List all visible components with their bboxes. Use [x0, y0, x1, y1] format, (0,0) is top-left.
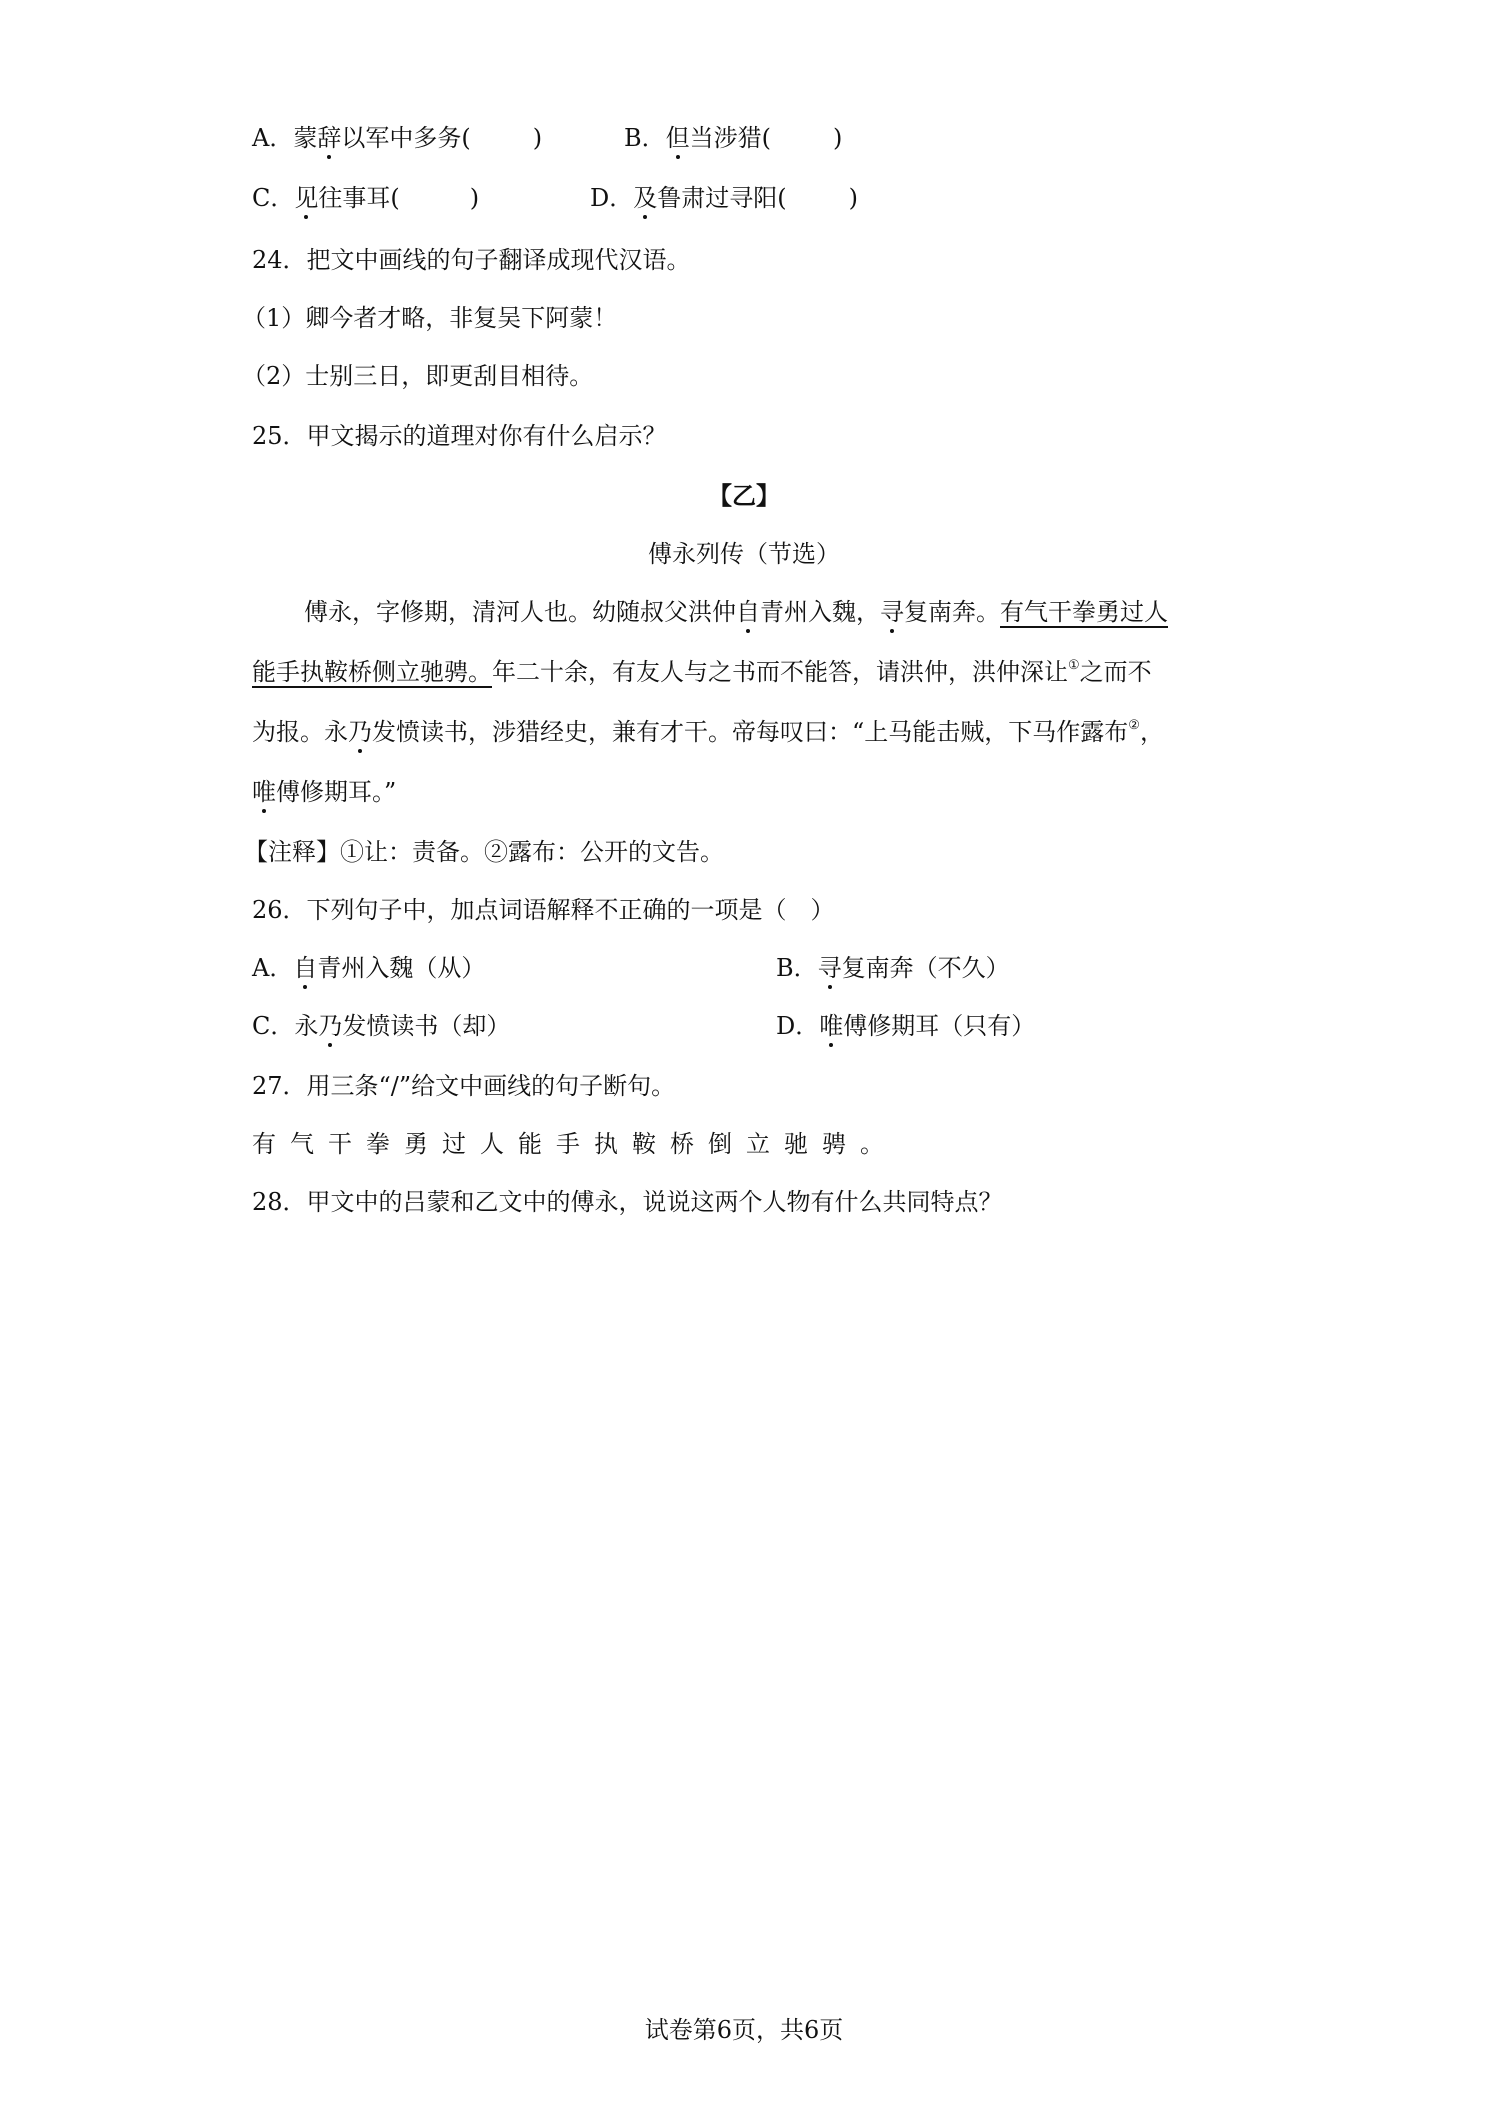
emphasis-dot-char: 乃	[348, 718, 372, 746]
passage-b-line-4: 唯傅修期耳。”	[252, 778, 397, 806]
emphasis-dot-char: 辞	[317, 124, 342, 152]
note-marker-2: ②	[1128, 718, 1140, 733]
q25-stem: 25．甲文揭示的道理对你有什么启示？	[252, 422, 667, 450]
q23-option-a: A．蒙辞以军中多务( )	[252, 124, 543, 152]
q24-stem: 24．把文中画线的句子翻译成现代汉语。	[252, 246, 691, 274]
passage-b-label: 【乙】	[708, 481, 780, 510]
q24-sentence-1: （1）卿今者才略，非复吴下阿蒙！	[242, 304, 618, 332]
emphasis-dot-char: 见	[294, 184, 319, 212]
q28-stem: 28．甲文中的吕蒙和乙文中的傅永，说说这两个人物有什么共同特点？	[252, 1188, 1003, 1216]
note-marker-1: ①	[1068, 658, 1080, 673]
q26-stem: 26．下列句子中，加点词语解释不正确的一项是（ ）	[252, 896, 835, 924]
passage-b-line-2: 能手执鞍桥侧立驰骋。年二十余，有友人与之书而不能答，请洪仲，洪仲深让①之而不	[252, 658, 1152, 686]
page-footer: 试卷第6页，共6页	[644, 2016, 844, 2044]
passage-b-line-1: 傅永，字修期，清河人也。幼随叔父洪仲自青州入魏，寻复南奔。有气干拳勇过人	[304, 598, 1168, 626]
passage-b-title: 傅永列传（节选）	[648, 540, 840, 568]
underlined-sentence: 有气干拳勇过人	[1000, 598, 1168, 626]
emphasis-dot-char: 自	[736, 598, 760, 626]
emphasis-dot-char: 但	[665, 124, 690, 152]
emphasis-dot-char: 及	[633, 184, 658, 212]
emphasis-dot-char: 唯	[819, 1012, 844, 1040]
q24-sentence-2: （2）士别三日，即更刮目相待。	[242, 362, 594, 390]
q26-option-d: D．唯傅修期耳（只有）	[776, 1012, 1036, 1040]
q26-option-a: A．自青州入魏（从）	[252, 954, 486, 982]
q27-sentence: 有气干拳勇过人能手执鞍桥倒立驰骋。	[252, 1130, 898, 1158]
q26-option-b: B．寻复南奔（不久）	[776, 954, 1010, 982]
emphasis-dot-char: 唯	[252, 778, 276, 806]
q27-stem: 27．用三条“/”给文中画线的句子断句。	[252, 1072, 676, 1100]
q23-option-d: D．及鲁肃过寻阳( )	[590, 184, 858, 212]
q23-option-c: C．见往事耳( )	[252, 184, 480, 212]
emphasis-dot-char: 乃	[318, 1012, 343, 1040]
q26-option-c: C．永乃发愤读书（却）	[252, 1012, 511, 1040]
passage-b-annotation: 【注释】①让：责备。②露布：公开的文告。	[244, 838, 724, 866]
underlined-sentence: 能手执鞍桥侧立驰骋。	[252, 658, 492, 686]
passage-b-line-3: 为报。永乃发愤读书，涉猎经史，兼有才干。帝每叹曰：“上马能击贼，下马作露布②，	[252, 718, 1164, 746]
emphasis-dot-char: 寻	[817, 954, 842, 982]
q23-option-b: B．但当涉猎( )	[624, 124, 843, 152]
emphasis-dot-char: 自	[293, 954, 318, 982]
emphasis-dot-char: 寻	[880, 598, 904, 626]
